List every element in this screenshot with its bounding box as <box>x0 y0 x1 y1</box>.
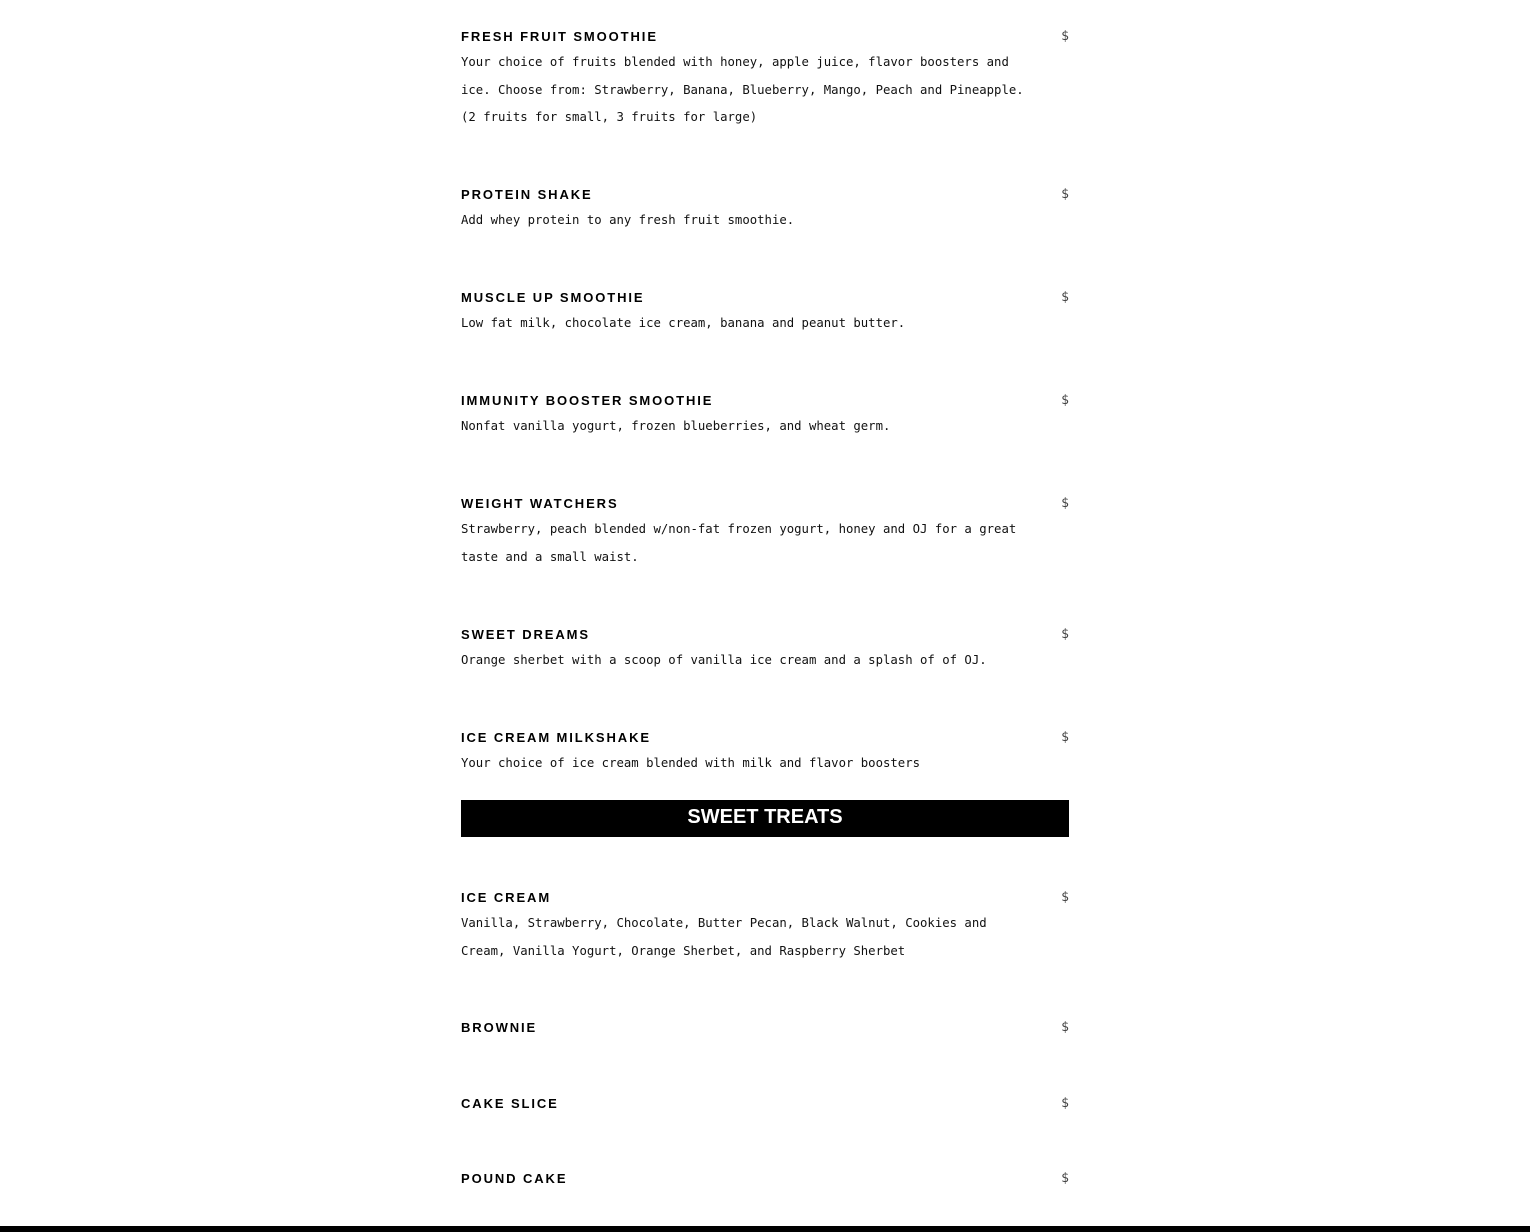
menu-item-price: $ <box>1061 496 1069 511</box>
footer-bar <box>0 1226 1530 1232</box>
menu-item-price: $ <box>1061 187 1069 202</box>
menu-item-price: $ <box>1061 730 1069 745</box>
menu-item-price: $ <box>1061 1171 1069 1186</box>
menu-item-name: ICE CREAM MILKSHAKE <box>461 730 651 745</box>
menu-item-description: Orange sherbet with a scoop of vanilla ice cream and a splash of of OJ. <box>461 653 987 667</box>
menu-item-price: $ <box>1061 1096 1069 1111</box>
menu-item-name: MUSCLE UP SMOOTHIE <box>461 290 645 305</box>
menu-item-description: Your choice of ice cream blended with milk and flavor boosters <box>461 756 921 770</box>
menu-item-description: Add whey protein to any fresh fruit smoothie. <box>461 213 795 227</box>
menu-item-description: Low fat milk, chocolate ice cream, banana and peanut butter. <box>461 316 906 330</box>
menu-item-name: IMMUNITY BOOSTER SMOOTHIE <box>461 393 714 408</box>
menu-item-name: PROTEIN SHAKE <box>461 187 593 202</box>
menu-item-price: $ <box>1061 890 1069 905</box>
menu-item-description: Vanilla, Strawberry, Chocolate, Butter Pecan, Black Walnut, Cookies and Cream, Vanilla Yogurt, Orange Sherbet, and Raspberry Sherbet <box>461 916 987 958</box>
menu-item-price: $ <box>1061 290 1069 305</box>
menu-item-price: $ <box>1061 627 1069 642</box>
menu-item-name: BROWNIE <box>461 1020 538 1035</box>
menu-item-name: SWEET DREAMS <box>461 627 590 642</box>
menu-item-description: Nonfat vanilla yogurt, frozen blueberries, and wheat germ. <box>461 419 891 433</box>
menu-item-price: $ <box>1061 29 1069 44</box>
menu-item-description: Strawberry, peach blended w/non-fat frozen yogurt, honey and OJ for a great taste and a small waist. <box>461 522 1017 564</box>
menu-item-name: ICE CREAM <box>461 890 552 905</box>
menu-item-name: FRESH FRUIT SMOOTHIE <box>461 29 658 44</box>
menu-item-description: Your choice of fruits blended with honey, apple juice, flavor boosters and ice. Choose from: Strawberry, Banana, Blueberry, Mango, Peach and Pineapple. (2 fruits for small, 3 fruits for large) <box>461 55 1024 124</box>
menu-item-name: POUND CAKE <box>461 1171 568 1186</box>
menu-item-price: $ <box>1061 393 1069 408</box>
menu-item-name: WEIGHT WATCHERS <box>461 496 619 511</box>
menu-item-name: CAKE SLICE <box>461 1096 559 1111</box>
menu-item-price: $ <box>1061 1020 1069 1035</box>
section-header-sweet-treats: SWEET TREATS <box>461 800 1069 837</box>
